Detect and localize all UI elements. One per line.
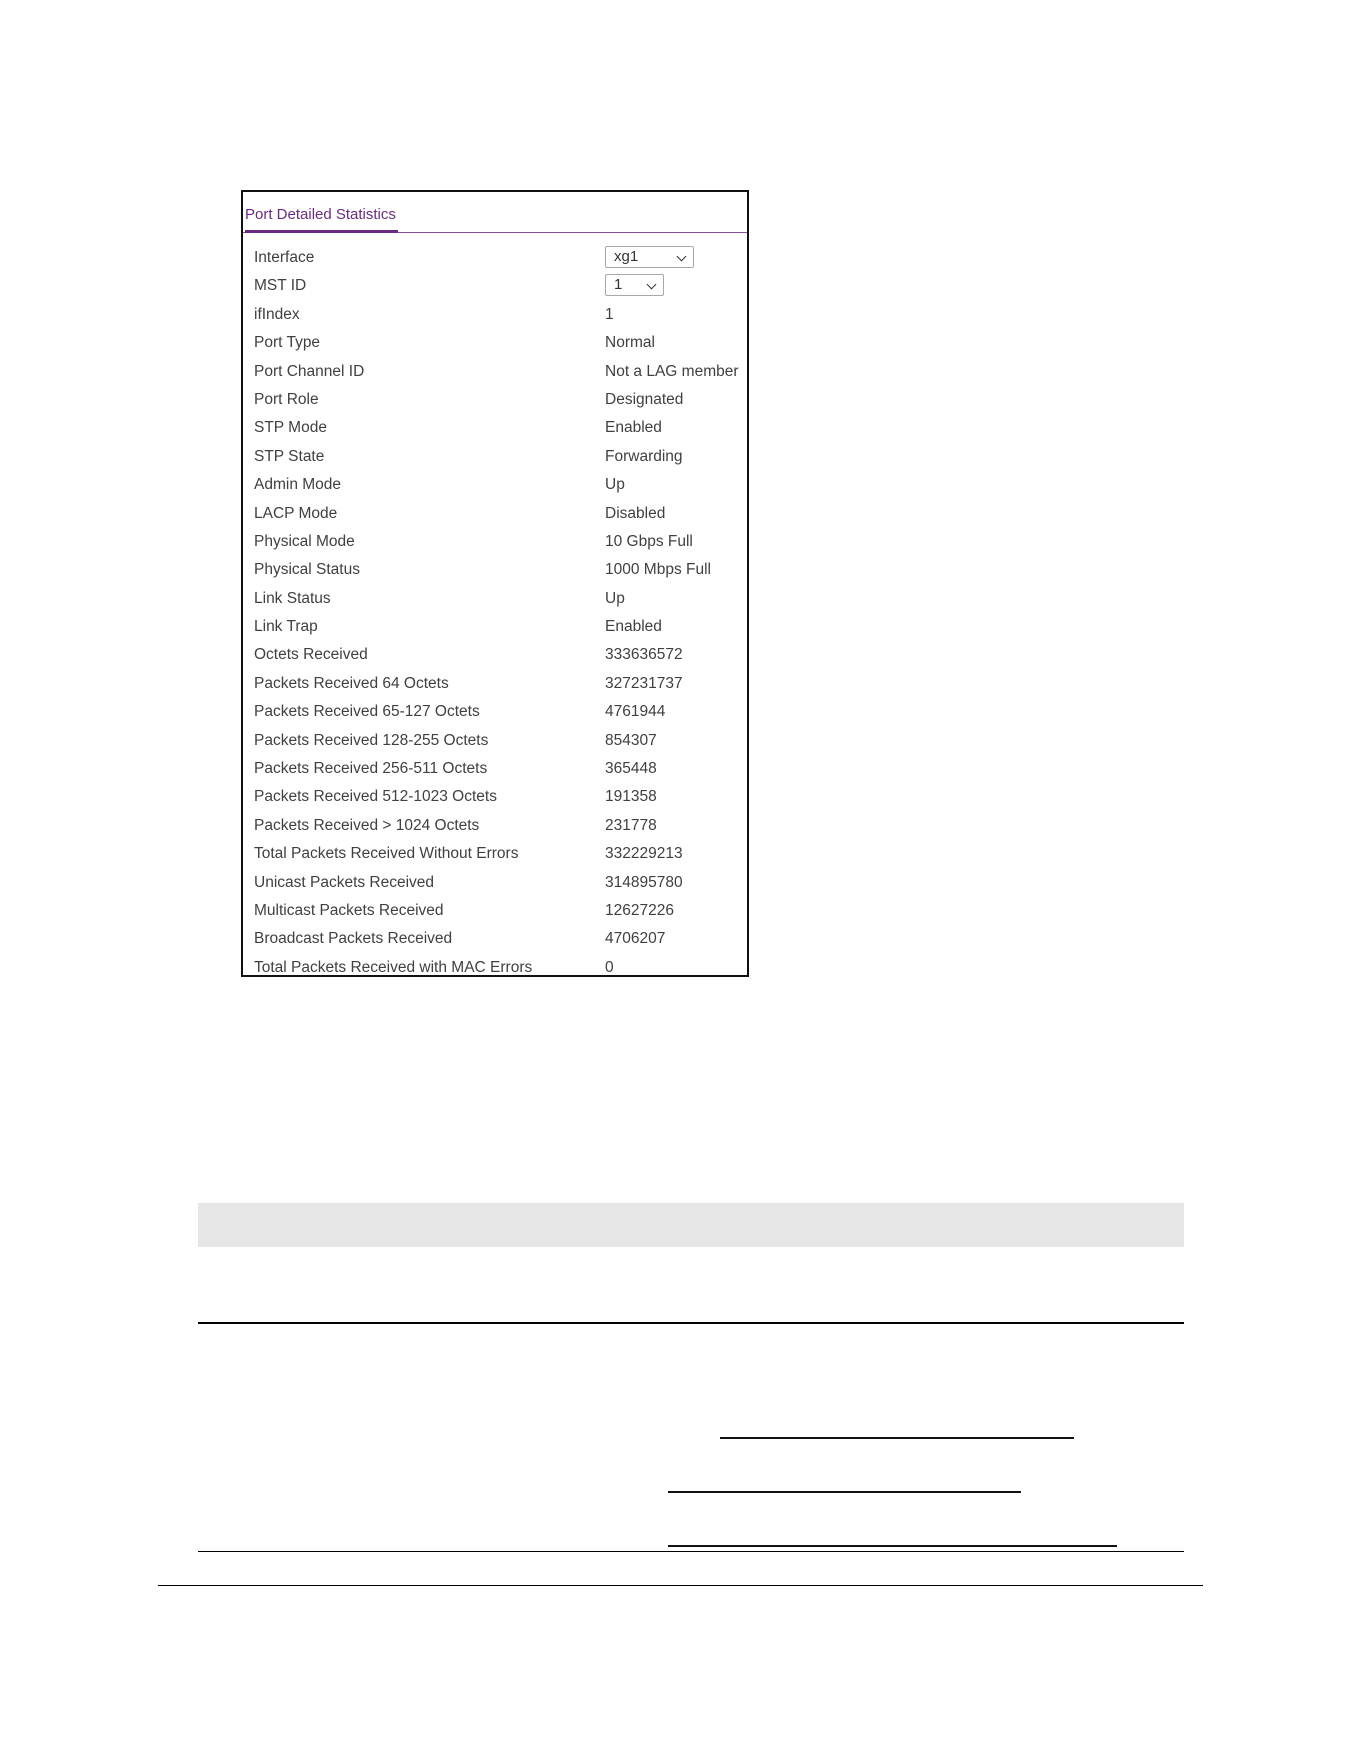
stat-row	[243, 925, 747, 953]
interface-select-value: xg1	[614, 248, 639, 265]
stat-label: Packets Received 256-511 Octets	[254, 760, 488, 778]
mst-id-row	[243, 272, 747, 300]
stat-row	[243, 329, 747, 357]
stat-label: Port Channel ID	[254, 362, 365, 380]
stat-value: 12627226	[605, 901, 674, 919]
panel-title-tab[interactable]: Port Detailed Statistics	[245, 206, 398, 233]
mst-id-select-value: 1	[614, 276, 623, 294]
stat-label: Packets Received 128-255 Octets	[254, 731, 489, 749]
stat-row	[243, 443, 747, 471]
stat-value: 314895780	[605, 873, 683, 891]
stat-value: Normal	[605, 334, 655, 352]
stat-value: 191358	[605, 788, 657, 806]
stat-row	[243, 641, 747, 669]
link-underline-3[interactable]	[668, 1545, 1117, 1547]
stat-row	[243, 812, 747, 840]
stat-row	[243, 755, 747, 783]
stat-value: 0	[605, 958, 614, 976]
statistics-list	[243, 244, 747, 982]
stat-value: 4761944	[605, 703, 666, 721]
stat-row	[243, 783, 747, 811]
stat-value: Up	[605, 589, 625, 607]
stat-value: 365448	[605, 760, 657, 778]
stat-value: 332229213	[605, 845, 683, 863]
stat-label: STP State	[254, 447, 325, 465]
stat-label: STP Mode	[254, 419, 327, 437]
stat-label: Admin Mode	[254, 476, 342, 494]
stat-label: LACP Mode	[254, 504, 338, 522]
stat-label: Total Packets Received Without Errors	[254, 845, 519, 863]
stat-label: Packets Received > 1024 Octets	[254, 816, 480, 834]
port-detailed-statistics-panel	[241, 190, 749, 977]
stat-value: Enabled	[605, 618, 662, 636]
stat-row	[243, 897, 747, 925]
stat-label: Unicast Packets Received	[254, 873, 435, 891]
interface-label: Interface	[254, 249, 315, 266]
stat-row	[243, 500, 747, 528]
stat-label: Port Type	[254, 334, 321, 352]
stat-label: Physical Mode	[254, 532, 355, 550]
stat-label: Total Packets Received with MAC Errors	[254, 958, 533, 976]
stat-row	[243, 613, 747, 641]
stat-label: Multicast Packets Received	[254, 901, 444, 919]
stat-value: 1	[605, 305, 614, 323]
stat-row	[243, 698, 747, 726]
link-underline-2[interactable]	[668, 1491, 1021, 1493]
stat-label: Physical Status	[254, 561, 360, 579]
mst-id-select[interactable]	[605, 274, 664, 296]
stat-value: Up	[605, 476, 625, 494]
stat-row	[243, 585, 747, 613]
stat-label: Link Status	[254, 589, 331, 607]
panel-header	[243, 192, 747, 233]
stat-label: Packets Received 512-1023 Octets	[254, 788, 497, 806]
stat-value: 231778	[605, 816, 657, 834]
stat-row	[243, 471, 747, 499]
stat-value: 4706207	[605, 930, 666, 948]
stat-label: Link Trap	[254, 618, 318, 636]
stat-row	[243, 528, 747, 556]
stat-value: Not a LAG member	[605, 362, 739, 380]
interface-row	[243, 244, 747, 272]
stat-row	[243, 386, 747, 414]
stat-label: ifIndex	[254, 305, 300, 323]
table-divider	[198, 1322, 1184, 1324]
stat-row	[243, 670, 747, 698]
stat-value: 327231737	[605, 674, 683, 692]
stat-value: 854307	[605, 731, 657, 749]
stat-label: Packets Received 65-127 Octets	[254, 703, 480, 721]
stat-row	[243, 954, 747, 982]
stat-label: Packets Received 64 Octets	[254, 674, 449, 692]
stat-row	[243, 869, 747, 897]
table-header-band	[198, 1203, 1184, 1247]
stat-value: 333636572	[605, 646, 683, 664]
chevron-down-icon	[647, 280, 657, 290]
page-footer-rule	[158, 1585, 1203, 1586]
stat-label: Octets Received	[254, 646, 368, 664]
stat-label: Port Role	[254, 390, 319, 408]
chevron-down-icon	[677, 252, 687, 262]
stat-value: Enabled	[605, 419, 662, 437]
link-underline-1[interactable]	[720, 1437, 1074, 1439]
stat-row	[243, 556, 747, 584]
stat-row	[243, 414, 747, 442]
stat-value: 1000 Mbps Full	[605, 561, 711, 579]
stat-row	[243, 301, 747, 329]
stat-value: Disabled	[605, 504, 666, 522]
stat-value: 10 Gbps Full	[605, 532, 693, 550]
table-bottom-rule	[198, 1551, 1184, 1552]
stat-value: Designated	[605, 390, 684, 408]
stat-row	[243, 727, 747, 755]
stat-row	[243, 840, 747, 868]
stat-label: Broadcast Packets Received	[254, 930, 453, 948]
interface-select[interactable]	[605, 246, 694, 268]
mst-id-label: MST ID	[254, 277, 307, 295]
stat-rows	[243, 301, 747, 982]
stat-row	[243, 358, 747, 386]
stat-value: Forwarding	[605, 447, 683, 465]
